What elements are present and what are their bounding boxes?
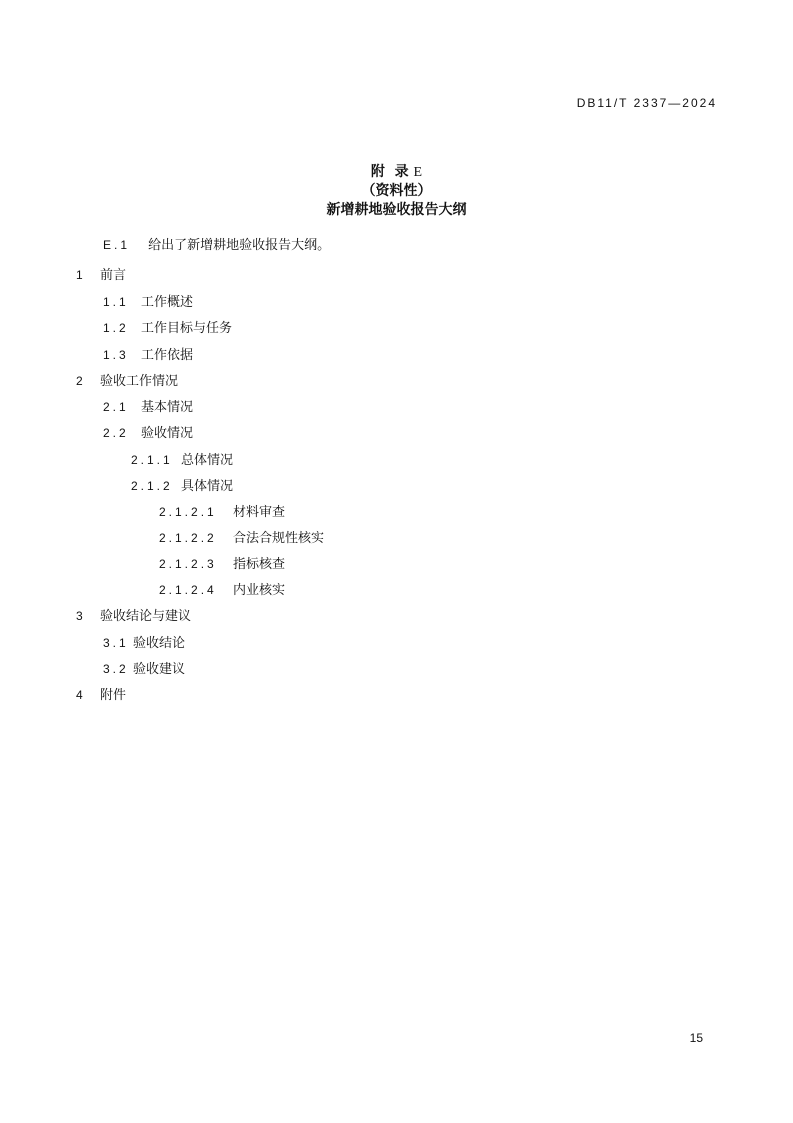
outline-number: 1 xyxy=(76,268,86,282)
outline-item xyxy=(103,289,193,315)
outline-item xyxy=(103,656,185,682)
outline-number: 1.2 xyxy=(103,321,129,335)
outline-text: 总体情况 xyxy=(181,453,234,468)
outline-item xyxy=(131,473,233,499)
outline-text: 验收工作情况 xyxy=(100,374,179,389)
outline-text: 验收结论与建议 xyxy=(100,609,192,624)
outline-item xyxy=(159,577,285,603)
outline-item xyxy=(103,394,193,420)
outline-number: 4 xyxy=(76,688,86,702)
appendix-name: 新增耕地验收报告大纲 xyxy=(326,202,467,218)
outline-text: 验收建议 xyxy=(133,662,186,677)
outline-item xyxy=(76,603,191,629)
outline-text: 具体情况 xyxy=(181,479,234,494)
outline-number: 2.1.2.1 xyxy=(159,505,217,519)
outline-number: 2.2 xyxy=(103,426,129,440)
outline-item xyxy=(159,551,285,577)
outline-text: 工作目标与任务 xyxy=(141,321,233,336)
outline-text: 前言 xyxy=(100,268,127,283)
appendix-heading xyxy=(0,163,793,182)
outline-text: 验收结论 xyxy=(133,636,186,651)
page-number: 15 xyxy=(689,1031,703,1045)
outline-number: 3 xyxy=(76,609,86,623)
outline-text: 工作依据 xyxy=(141,348,194,363)
outline-text: 合法合规性核实 xyxy=(233,531,325,546)
outline-item xyxy=(159,499,285,525)
outline-number: 2.1.2.4 xyxy=(159,583,217,597)
clause-text: 给出了新增耕地验收报告大纲。 xyxy=(148,238,331,253)
outline-text: 工作概述 xyxy=(141,295,194,310)
outline-text: 材料审查 xyxy=(233,505,286,520)
appendix-label: 附 录 xyxy=(370,164,409,180)
outline-text: 内业核实 xyxy=(233,583,286,598)
clause-number: E.1 xyxy=(103,238,131,252)
outline-item xyxy=(103,420,193,446)
outline-text: 基本情况 xyxy=(141,400,194,415)
outline-number: 2 xyxy=(76,374,86,388)
appendix-type: （资料性） xyxy=(361,183,432,199)
appendix-title-block xyxy=(0,163,793,220)
outline-number: 2.1.2.2 xyxy=(159,531,217,545)
outline-text: 指标核查 xyxy=(233,557,286,572)
outline-item xyxy=(76,368,178,394)
outline-number: 1.3 xyxy=(103,348,129,362)
intro-clause xyxy=(103,234,330,253)
outline-number: 1.1 xyxy=(103,295,129,309)
outline-number: 2.1.2.3 xyxy=(159,557,217,571)
outline-number: 3.1 xyxy=(103,636,129,650)
outline-item xyxy=(103,315,232,341)
outline-text: 附件 xyxy=(100,688,127,703)
outline-text: 验收情况 xyxy=(141,426,194,441)
outline-number: 3.2 xyxy=(103,662,129,676)
outline-item xyxy=(103,342,193,368)
outline-item xyxy=(76,682,126,708)
document-code: DB11/T 2337—2024 xyxy=(576,96,717,110)
outline-item xyxy=(76,262,126,288)
outline-item xyxy=(131,447,233,473)
appendix-letter: E xyxy=(413,165,423,180)
outline-number: 2.1 xyxy=(103,400,129,414)
outline-item xyxy=(103,630,185,656)
outline-number: 2.1.1 xyxy=(131,453,173,467)
outline-number: 2.1.2 xyxy=(131,479,173,493)
outline-item xyxy=(159,525,324,551)
